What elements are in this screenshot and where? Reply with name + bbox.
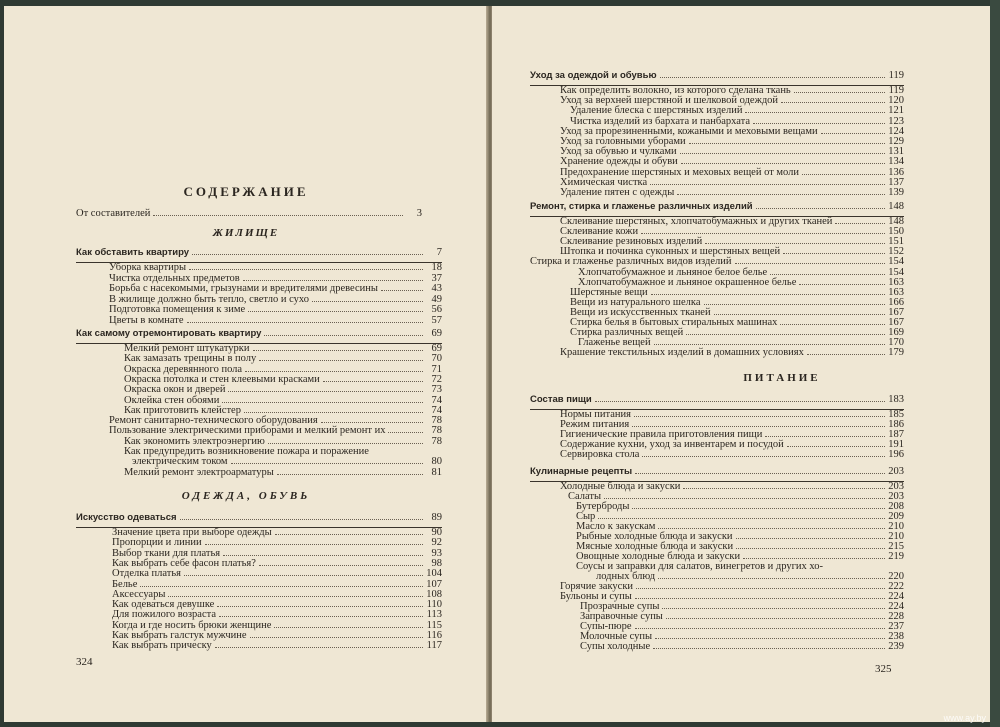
toc-entry: Пропорции и линии 92 [112,537,442,549]
toc-entry: Мелкий ремонт штукатурки 69 [124,343,442,354]
toc-entry: Ремонт санитарно-технического оборудования 78 [109,415,442,427]
toc-entry: Как замазать трещины в полу 70 [124,353,442,365]
toc-entry: Цветы в комнате 57 [109,315,442,326]
toc-entry: Хлопчатобумажное и льняное окрашенное белье 163 [578,276,904,288]
toc-entry: Хранение одежды и обуви 134 [560,156,904,168]
toc-entry: Оклейка стен обоями 74 [124,394,442,406]
toc-entry: Отделка платья 104 [112,568,442,580]
toc-entry: Хлопчатобумажное и льняное белое белье 154 [578,266,904,278]
toc-entry: Штопка и починка суконных и шерстяных вещей 152 [560,246,904,258]
section-title-food: ПИТАНИЕ [743,372,821,384]
toc-entry: Мелкий ремонт электроарматуры 81 [124,466,442,478]
toc-entry: Окраска потолка и стен клеевыми красками 72 [124,373,442,385]
toc-entry: Глаженье вещей 170 [578,337,904,349]
toc-entry: Химическая чистка 137 [560,176,904,188]
toc-entry: Когда и где носить брюки женщине 115 [112,619,442,631]
section-title-clothing: ОДЕЖДА, ОБУВЬ [181,490,311,502]
toc-entry: Нормы питания 185 [560,409,904,420]
toc-entry: Окраска деревянного пола 71 [124,363,442,375]
toc-entry: Соусы и заправки для салатов, винегретов и других хо- [576,561,824,572]
chapter-heading: Уход за одеждой и обувью 119 [530,70,904,81]
toc-entry: лодных блюд 220 [596,571,904,582]
toc-entry: Стирка различных вещей 169 [570,327,904,339]
toc-entry: Как одеваться девушке 110 [112,599,442,611]
toc-entry: Уход за прорезиненными, кожаными и меховыми вещами 124 [560,125,904,137]
toc-entry: Супы холодные 239 [580,641,904,652]
toc-entry: Уход за верхней шерстяной и шелковой одеждой 120 [560,95,904,107]
chapter-heading: Искусство одеваться 89 [76,512,442,523]
toc-entry: Режим питания 186 [560,419,904,430]
book-cover-edge [990,0,1000,727]
toc-entry: Склеивание кожи 150 [560,226,904,238]
toc-entry: Овощные холодные блюда и закуски 219 [576,551,904,562]
toc-entry: Аксессуары 108 [112,588,442,600]
toc-entry: Чистка отдельных предметов 37 [109,272,442,284]
chapter-heading: Как самому отремонтировать квартиру 69 [76,328,442,339]
toc-entry: Как экономить электроэнергию 78 [124,435,442,447]
toc-entry: Бульоны и супы 224 [560,591,904,602]
toc-entry: От составителей 3 [76,208,422,219]
left-page [4,6,488,722]
toc-entry: Уборка квартиры 18 [109,262,442,273]
chapter-heading: Как обставить квартиру 7 [76,247,442,258]
toc-entry: Белье 107 [112,578,442,590]
toc-entry: Супы-пюре 237 [580,621,904,632]
toc-entry: Как выбрать прическу 117 [112,640,442,652]
toc-entry: Сервировка стола 196 [560,449,904,460]
toc-entry: Молочные супы 238 [580,631,904,642]
toc-entry: Удаление пятен с одежды 139 [560,187,904,198]
watermark: www.ay.by [943,713,986,723]
page-number: 324 [76,656,93,668]
toc-entry: Как приготовить клейстер 74 [124,404,442,416]
toc-entry: Как предупредить возникновение пожара и поражение [124,446,369,457]
toc-entry: Стирка белья в бытовых стиральных машинах 167 [570,317,904,328]
toc-entry: Бутерброды 208 [576,501,904,512]
toc-entry: Гигиенические правила приготовления пищи 187 [560,429,904,440]
toc-entry: Сыр 209 [576,511,904,522]
toc-entry: Как выбрать себе фасон платья? 98 [112,557,442,569]
toc-entry: Вещи из искусственных тканей 167 [570,306,904,318]
toc-entry: Вещи из натурального шелка 166 [570,296,904,308]
toc-entry: Борьба с насекомыми, грызунами и вредителями древесины 43 [109,283,442,295]
toc-entry: Предохранение шерстяных и меховых вещей от моли 136 [560,166,904,178]
chapter-heading: Кулинарные рецепты 203 [530,466,904,477]
page-number: 325 [875,663,892,675]
contents-title: СОДЕРЖАНИЕ [183,184,309,199]
toc-entry: Шерстяные вещи 163 [570,286,904,298]
toc-entry: Удаление блеска с шерстяных изделий 121 [570,105,904,117]
toc-entry: Как выбрать галстук мужчине 116 [112,630,442,641]
toc-entry: Заправочные супы 228 [580,611,904,622]
chapter-heading: Состав пищи 183 [530,394,904,405]
toc-entry: Мясные холодные блюда и закуски 215 [576,541,904,552]
toc-entry: Масло к закускам 210 [576,521,904,532]
toc-entry: Горячие закуски 222 [560,581,904,592]
toc-entry: Холодные блюда и закуски 203 [560,481,904,492]
section-title-housing: ЖИЛИЩЕ [212,227,280,239]
toc-entry: Стирка и глаженье различных видов изделий 154 [530,256,904,268]
toc-entry: Уход за головными уборами 129 [560,136,904,147]
toc-entry: Чистка изделий из бархата и панбархата 123 [570,115,904,127]
toc-entry: Салаты 203 [568,491,904,502]
toc-entry: Как определить волокно, из которого сделана ткань 119 [560,85,904,96]
right-page [492,6,992,722]
toc-entry: В жилище должно быть тепло, светло и сухо 49 [109,293,442,305]
toc-entry: Склеивание шерстяных, хлопчатобумажных и других тканей 148 [560,216,904,227]
toc-entry: Рыбные холодные блюда и закуски 210 [576,531,904,542]
toc-entry: Для пожилого возраста 113 [112,609,442,621]
toc-entry: Крашение текстильных изделий в домашних условиях 179 [560,347,904,359]
toc-entry: электрическим током 80 [132,456,442,468]
toc-entry: Выбор ткани для платья 93 [112,547,442,559]
toc-entry: Прозрачные супы 224 [580,601,904,612]
toc-entry: Уход за обувью и чулками 131 [560,146,904,158]
toc-entry: Склеивание резиновых изделий 151 [560,236,904,248]
toc-entry: Подготовка помещения к зиме 56 [109,304,442,316]
toc-entry: Окраска окон и дверей 73 [124,384,442,396]
chapter-heading: Ремонт, стирка и глаженье различных изделий 148 [530,201,904,212]
toc-entry: Содержание кухни, уход за инвентарем и посудой 191 [560,439,904,450]
toc-entry: Пользование электрическими приборами и мелкий ремонт их 78 [109,425,442,437]
toc-entry: Значение цвета при выборе одежды 90 [112,527,442,538]
